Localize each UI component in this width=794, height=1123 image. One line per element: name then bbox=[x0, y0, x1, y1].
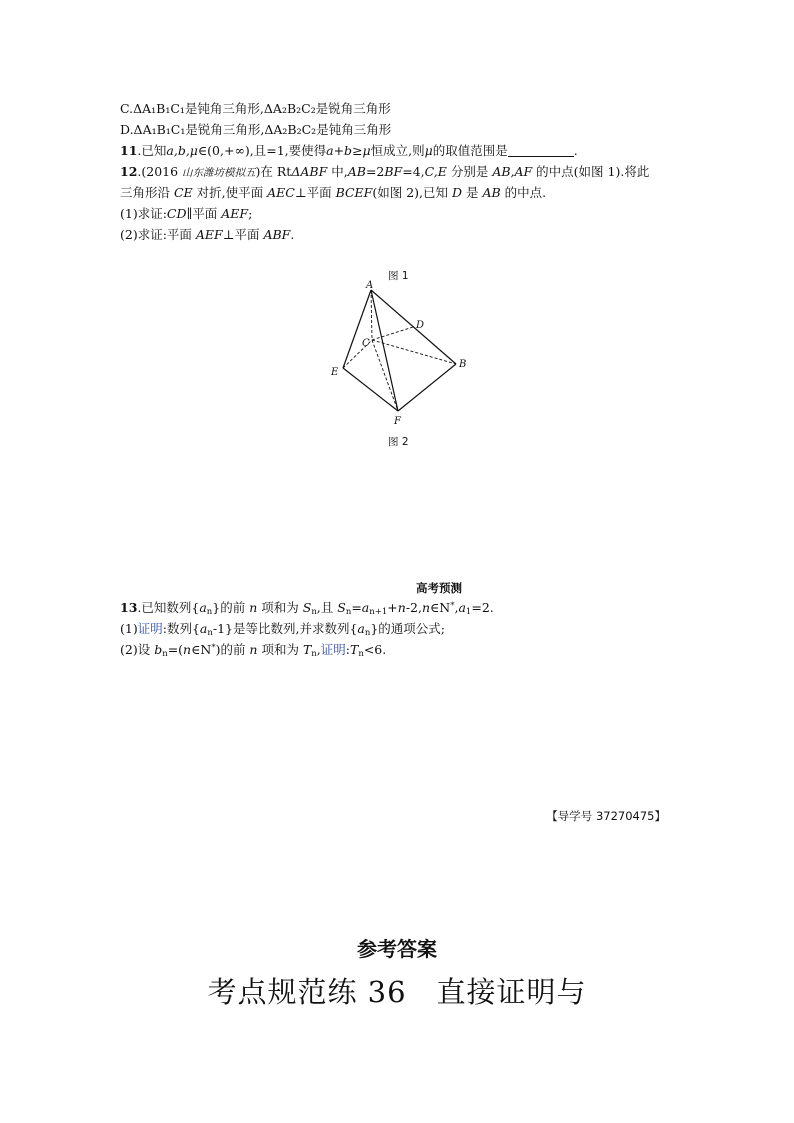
q12-var: AB bbox=[347, 164, 366, 179]
option-d: D.ΔA₁B₁C₁是锐角三角形,ΔA₂B₂C₂是钝角三角形 bbox=[120, 122, 392, 137]
edge-ab bbox=[371, 290, 456, 364]
q13-sup: * bbox=[211, 643, 216, 653]
q11-text: =1,要使得 bbox=[266, 143, 327, 158]
question-12-line2 bbox=[120, 185, 546, 201]
tetrahedron-figure bbox=[320, 278, 480, 438]
q13-var: a bbox=[458, 600, 466, 615]
q13-sub: 1 bbox=[465, 607, 472, 617]
q13-var: n bbox=[249, 642, 258, 657]
q12-text: =2 bbox=[365, 164, 385, 179]
q13-sub: n bbox=[311, 649, 317, 659]
q13-sub: n bbox=[358, 649, 364, 659]
q12-var: ABF bbox=[263, 227, 291, 242]
q11-mu: μ bbox=[362, 143, 371, 158]
q13-text: =( bbox=[167, 642, 184, 657]
q11-text: 恒成立,则 bbox=[370, 143, 425, 158]
q12-text: 的中点. bbox=[500, 185, 547, 200]
q13-text: -2, bbox=[405, 600, 422, 615]
q12-text: )在 Rt bbox=[255, 164, 292, 179]
q12-text: 中, bbox=[327, 164, 348, 179]
q12-text: .(2016 bbox=[137, 164, 183, 179]
label-d: D bbox=[416, 320, 425, 331]
q13-var: a bbox=[361, 600, 370, 615]
edge-fb bbox=[398, 364, 456, 411]
question-number: 13 bbox=[120, 600, 138, 615]
q12-var: AB,AF bbox=[492, 164, 533, 179]
proof-link[interactable]: 证明 bbox=[137, 621, 163, 636]
q12-var: ΔABF bbox=[291, 164, 328, 179]
q12-text: (1)求证: bbox=[120, 206, 167, 221]
question-12-part2 bbox=[120, 227, 294, 243]
option-c: C.ΔA₁B₁C₁是钝角三角形,ΔA₂B₂C₂是锐角三角形 bbox=[120, 101, 391, 116]
q12-var: CE bbox=[173, 185, 193, 200]
figure-caption-top: 图 1 bbox=[388, 270, 409, 282]
q13-var: S bbox=[302, 600, 312, 615]
reference-number: 【导学号 37270475】 bbox=[546, 809, 666, 823]
q12-text: 对折,使平面 bbox=[192, 185, 268, 200]
q12-text: 分别是 bbox=[446, 164, 493, 179]
q13-sub: n bbox=[206, 607, 213, 617]
answer-blank[interactable] bbox=[508, 144, 574, 157]
q12-var: AEF bbox=[221, 206, 249, 221]
q12-var: AEC bbox=[267, 185, 295, 200]
q13-var: b bbox=[154, 642, 163, 657]
q11-mu: μ bbox=[424, 143, 433, 158]
question-number: 11 bbox=[120, 143, 138, 158]
q13-sub: n+1 bbox=[369, 607, 388, 617]
q13-var: n bbox=[183, 642, 192, 657]
q12-text: ∥平面 bbox=[186, 206, 222, 221]
q12-var: AB bbox=[482, 185, 501, 200]
edge-ae bbox=[343, 290, 371, 368]
q12-text: ⊥平面 bbox=[294, 185, 336, 200]
section-heading: 高考预测 bbox=[416, 581, 462, 595]
q13-var: n bbox=[249, 600, 258, 615]
label-f: F bbox=[394, 416, 401, 427]
q13-text: .已知数列{ bbox=[137, 600, 200, 615]
q13-text: =2. bbox=[471, 600, 494, 615]
q13-text: -1}是等比数列,并求数列{ bbox=[212, 621, 358, 636]
figure-caption-bottom: 图 2 bbox=[388, 436, 409, 448]
q12-var: C,E bbox=[424, 164, 447, 179]
q13-sub: n bbox=[345, 607, 352, 617]
q12-text: =4, bbox=[402, 164, 425, 179]
q12-var: CD bbox=[166, 206, 187, 221]
q13-sup: * bbox=[450, 601, 455, 611]
edge-ac bbox=[371, 290, 372, 340]
q12-var: BF bbox=[384, 164, 403, 179]
q12-var: BCEF bbox=[335, 185, 373, 200]
q13-sub: n bbox=[207, 628, 213, 638]
q13-text: ∈N bbox=[430, 600, 451, 615]
q13-var: a bbox=[199, 621, 208, 636]
q12-text: 的中点(如图 1).将此 bbox=[532, 164, 650, 179]
q13-text: ,且 bbox=[316, 600, 338, 615]
q12-text: 是 bbox=[462, 185, 483, 200]
q13-text: (2)设 bbox=[120, 642, 155, 657]
q13-text: 项和为 bbox=[257, 642, 303, 657]
q12-text: (2)求证:平面 bbox=[120, 227, 196, 242]
q12-var: D bbox=[451, 185, 463, 200]
label-c: C bbox=[362, 338, 370, 349]
q13-var: S bbox=[337, 600, 346, 615]
q13-sub: n bbox=[162, 649, 168, 659]
q13-var: T bbox=[349, 642, 359, 657]
question-number: 12 bbox=[120, 164, 138, 179]
question-11 bbox=[120, 143, 578, 159]
q13-text: ∈N bbox=[191, 642, 212, 657]
q13-sub: n bbox=[364, 628, 371, 638]
question-13-line1 bbox=[120, 600, 494, 616]
q12-text: ; bbox=[248, 206, 253, 221]
q13-text: }的通项公式; bbox=[370, 621, 446, 636]
q13-text: 项和为 bbox=[257, 600, 303, 615]
q12-text: 三角形沿 bbox=[120, 185, 174, 200]
q12-text: ⊥平面 bbox=[222, 227, 264, 242]
q12-var: AEF bbox=[195, 227, 223, 242]
q11-end: . bbox=[573, 143, 578, 158]
q13-var: n bbox=[421, 600, 431, 615]
q13-var: a bbox=[357, 621, 365, 636]
proof-link[interactable]: 证明 bbox=[320, 642, 346, 657]
q13-text: , bbox=[454, 600, 459, 615]
label-a: A bbox=[366, 280, 374, 291]
q13-text: = bbox=[351, 600, 362, 615]
q13-var: T bbox=[302, 642, 312, 657]
q11-text: 的取值范围是 bbox=[432, 143, 508, 158]
q11-text: .已知 bbox=[137, 143, 167, 158]
question-13-part1 bbox=[120, 621, 445, 637]
q11-text: ∈(0,+∞),且 bbox=[197, 143, 267, 158]
q13-var: n bbox=[397, 600, 406, 615]
q13-text: + bbox=[387, 600, 398, 615]
q12-source: 山东潍坊模拟五 bbox=[182, 167, 256, 179]
q12-text: . bbox=[290, 227, 295, 242]
q13-text: :数列{ bbox=[162, 621, 200, 636]
label-b: B bbox=[459, 359, 467, 370]
question-12-part1 bbox=[120, 206, 252, 222]
section-title: 考点规范练 36 直接证明与 bbox=[207, 975, 587, 1009]
q13-text: )的前 bbox=[215, 642, 250, 657]
q13-text: }的前 bbox=[212, 600, 250, 615]
q13-text: : bbox=[345, 642, 350, 657]
q13-var: a bbox=[199, 600, 207, 615]
question-12-line1 bbox=[120, 164, 649, 181]
question-13-part2 bbox=[120, 642, 386, 658]
q11-vars: a,b,μ bbox=[166, 143, 198, 158]
q13-text: , bbox=[316, 642, 321, 657]
q12-text: (如图 2),已知 bbox=[372, 185, 452, 200]
edge-cd bbox=[372, 327, 413, 340]
label-e: E bbox=[331, 367, 339, 378]
q11-ineq: a+b bbox=[326, 143, 353, 158]
q13-text: <6. bbox=[363, 642, 387, 657]
q11-ge: ≥ bbox=[352, 143, 363, 158]
answers-title: 参考答案 bbox=[357, 937, 437, 961]
q13-text: (1) bbox=[120, 621, 138, 636]
q13-sub: n bbox=[311, 607, 317, 617]
